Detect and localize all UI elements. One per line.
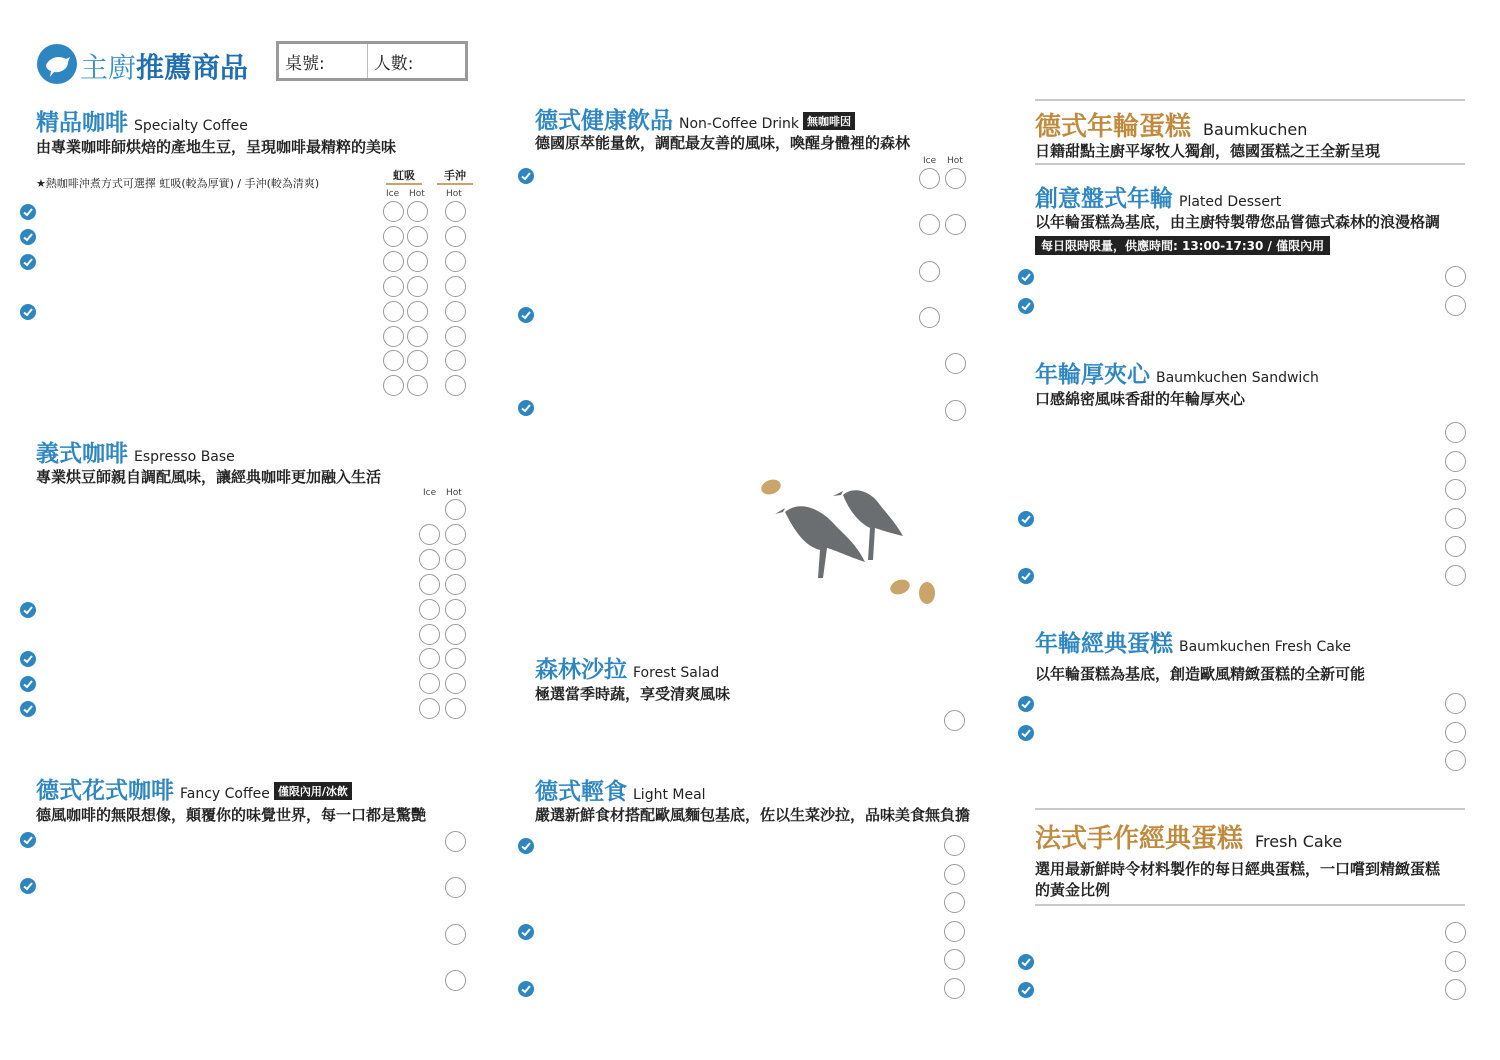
order-select[interactable]	[445, 831, 466, 852]
pour-hot-select[interactable]	[445, 350, 466, 371]
order-select[interactable]	[1445, 508, 1466, 529]
recommended-check-icon	[518, 307, 534, 323]
ice-select[interactable]	[419, 673, 440, 694]
espresso-ice-header: Ice	[423, 488, 437, 498]
order-select[interactable]	[944, 710, 965, 731]
pour-over-header: 手沖	[437, 167, 473, 185]
fresh-cake-subtitle: 以年輪蛋糕為基底，創造歐風精緻蛋糕的全新可能	[1035, 665, 1366, 683]
pour-hot-select[interactable]	[445, 251, 466, 272]
sandwich-title: 年輪厚夾心 Baumkuchen Sandwich	[1035, 362, 1319, 388]
order-select[interactable]	[1445, 693, 1466, 714]
siphon-hot-select[interactable]	[407, 226, 428, 247]
order-select[interactable]	[944, 864, 965, 885]
page-title: 主廚推薦商品	[80, 51, 249, 84]
salad-subtitle: 極選當季時蔬，享受清爽風味	[535, 685, 731, 703]
siphon-ice-header: Ice	[386, 189, 400, 199]
coffee-bean-icon	[888, 577, 912, 597]
order-select[interactable]	[1445, 750, 1466, 771]
siphon-hot-select[interactable]	[407, 251, 428, 272]
siphon-hot-header: Hot	[409, 189, 425, 199]
pour-hot-select[interactable]	[445, 276, 466, 297]
plated-dessert-title: 創意盤式年輪 Plated Dessert	[1035, 186, 1282, 212]
siphon-hot-select[interactable]	[407, 326, 428, 347]
coffee-bean-icon	[919, 582, 935, 604]
recommended-check-icon	[1018, 269, 1034, 285]
recommended-check-icon	[1018, 725, 1034, 741]
order-select[interactable]	[944, 978, 965, 999]
siphon-hot-select[interactable]	[407, 201, 428, 222]
hot-select[interactable]	[445, 673, 466, 694]
pour-hot-select[interactable]	[445, 201, 466, 222]
lightmeal-title: 德式輕食 Light Meal	[535, 779, 706, 805]
ice-select[interactable]	[919, 168, 940, 189]
pour-hot-select[interactable]	[445, 226, 466, 247]
hot-select[interactable]	[445, 624, 466, 645]
siphon-hot-select[interactable]	[407, 301, 428, 322]
order-select[interactable]	[944, 835, 965, 856]
recommended-check-icon	[1018, 982, 1034, 998]
recommended-check-icon	[20, 229, 36, 245]
sandwich-subtitle: 口感綿密風味香甜的年輪厚夾心	[1035, 390, 1246, 408]
time-limit-promo: 每日限時限量，供應時間: 13:00-17:30 / 僅限內用	[1035, 236, 1330, 255]
ice-select[interactable]	[419, 574, 440, 595]
baumkuchen-subtitle: 日籍甜點主廚平塚牧人獨創，德國蛋糕之王全新呈現	[1035, 142, 1381, 160]
recommended-check-icon	[518, 838, 534, 854]
people-count-label: 人數:	[373, 53, 414, 74]
order-select[interactable]	[944, 892, 965, 913]
order-select[interactable]	[1445, 979, 1466, 1000]
noncoffee-title: 德式健康飲品 Non-Coffee Drink 無咖啡因	[535, 102, 855, 135]
noncoffee-subtitle: 德國原萃能量飲，調配最友善的風味，喚醒身體裡的森林	[535, 134, 911, 152]
bird-icon	[785, 506, 865, 578]
baumkuchen-title: 德式年輪蛋糕 Baumkuchen	[1035, 112, 1308, 142]
siphon-ice-select[interactable]	[383, 251, 404, 272]
dine-in-badge: 僅限內用/冰飲	[274, 782, 352, 800]
table-number-label: 桌號:	[285, 53, 325, 74]
siphon-hot-select[interactable]	[407, 276, 428, 297]
hot-select[interactable]	[445, 648, 466, 669]
hot-select[interactable]	[945, 168, 966, 189]
pour-hot-select[interactable]	[445, 375, 466, 396]
order-select[interactable]	[944, 921, 965, 942]
hot-select[interactable]	[445, 549, 466, 570]
noncoffee-ice-header: Ice	[923, 156, 937, 166]
plated-subtitle: 以年輪蛋糕為基底，由主廚特製帶您品嘗德式森林的浪漫格調	[1035, 213, 1441, 231]
hot-select[interactable]	[945, 353, 966, 374]
recommended-check-icon	[20, 651, 36, 667]
specialty-coffee-title: 精品咖啡 Specialty Coffee	[36, 110, 248, 136]
order-select[interactable]	[1445, 722, 1466, 743]
french-subtitle-line1: 選用最新鮮時令材料製作的每日經典蛋糕，一口嚐到精緻蛋糕	[1035, 860, 1441, 878]
siphon-ice-select[interactable]	[383, 226, 404, 247]
pour-hot-select[interactable]	[445, 326, 466, 347]
recommended-check-icon	[20, 602, 36, 618]
noncoffee-hot-header: Hot	[947, 156, 963, 166]
hot-select[interactable]	[945, 214, 966, 235]
divider	[1035, 99, 1465, 101]
divider	[1035, 904, 1465, 906]
recommended-check-icon	[20, 204, 36, 220]
order-select[interactable]	[1445, 451, 1466, 472]
espresso-subtitle: 專業烘豆師親自調配風味，讓經典咖啡更加融入生活	[36, 468, 382, 486]
recommended-check-icon	[20, 254, 36, 270]
siphon-ice-select[interactable]	[383, 276, 404, 297]
siphon-ice-select[interactable]	[383, 326, 404, 347]
recommended-check-icon	[1018, 696, 1034, 712]
hot-select[interactable]	[445, 599, 466, 620]
siphon-ice-select[interactable]	[383, 301, 404, 322]
recommended-check-icon	[20, 304, 36, 320]
brew-method-note: ★熱咖啡沖煮方式可選擇 虹吸(較為厚實) / 手沖(較為清爽)	[36, 177, 320, 190]
order-select[interactable]	[445, 877, 466, 898]
ice-select[interactable]	[419, 599, 440, 620]
recommended-check-icon	[20, 701, 36, 717]
fancy-subtitle: 德風咖啡的無限想像，顛覆你的味覺世界，每一口都是驚艷	[36, 806, 427, 824]
espresso-hot-header: Hot	[446, 488, 462, 498]
recommended-check-icon	[518, 168, 534, 184]
siphon-ice-select[interactable]	[383, 201, 404, 222]
coffee-bean-icon	[759, 477, 783, 497]
table-info-box	[276, 41, 468, 81]
order-select[interactable]	[1445, 295, 1466, 316]
fancy-coffee-title: 德式花式咖啡 Fancy Coffee 僅限內用/冰飲	[36, 772, 352, 805]
recommended-check-icon	[1018, 954, 1034, 970]
ice-select[interactable]	[919, 261, 940, 282]
pour-hot-header: Hot	[446, 189, 462, 199]
order-select[interactable]	[1445, 536, 1466, 557]
ice-select[interactable]	[419, 624, 440, 645]
caffeine-free-badge: 無咖啡因	[803, 112, 855, 130]
ice-select[interactable]	[419, 524, 440, 545]
recommended-check-icon	[1018, 568, 1034, 584]
ice-select[interactable]	[919, 214, 940, 235]
recommended-check-icon	[20, 676, 36, 692]
order-select[interactable]	[445, 970, 466, 991]
siphon-header: 虹吸	[386, 167, 422, 185]
order-select[interactable]	[1445, 565, 1466, 586]
recommended-check-icon	[20, 878, 36, 894]
divider	[1035, 808, 1465, 810]
pour-hot-select[interactable]	[445, 301, 466, 322]
birds-illustration	[755, 470, 955, 620]
espresso-title: 義式咖啡 Espresso Base	[36, 441, 235, 467]
hot-select[interactable]	[945, 400, 966, 421]
recommended-check-icon	[518, 400, 534, 416]
recommended-check-icon	[1018, 298, 1034, 314]
hot-select[interactable]	[445, 524, 466, 545]
siphon-ice-select[interactable]	[383, 350, 404, 371]
divider	[1035, 163, 1465, 165]
recommended-check-icon	[518, 981, 534, 997]
french-cake-title: 法式手作經典蛋糕 Fresh Cake	[1035, 824, 1343, 854]
hot-select[interactable]	[445, 574, 466, 595]
fresh-cake-title: 年輪經典蛋糕 Baumkuchen Fresh Cake	[1035, 631, 1352, 657]
order-select[interactable]	[1445, 922, 1466, 943]
ice-select[interactable]	[919, 307, 940, 328]
order-select[interactable]	[1445, 951, 1466, 972]
specialty-subtitle: 由專業咖啡師烘焙的產地生豆，呈現咖啡最精粹的美味	[36, 138, 397, 156]
recommended-check-icon	[518, 924, 534, 940]
order-select[interactable]	[1445, 266, 1466, 287]
order-select[interactable]	[1445, 479, 1466, 500]
recommended-check-icon	[20, 832, 36, 848]
lightmeal-subtitle: 嚴選新鮮食材搭配歐風麵包基底，佐以生菜沙拉，品味美食無負擔	[535, 806, 971, 824]
siphon-ice-select[interactable]	[383, 375, 404, 396]
order-select[interactable]	[944, 949, 965, 970]
bird-logo-icon	[37, 44, 77, 84]
ice-select[interactable]	[419, 648, 440, 669]
ice-select[interactable]	[419, 698, 440, 719]
siphon-hot-select[interactable]	[407, 350, 428, 371]
recommended-check-icon	[1018, 511, 1034, 527]
ice-select[interactable]	[419, 549, 440, 570]
french-subtitle-line2: 的黃金比例	[1035, 881, 1111, 899]
siphon-hot-select[interactable]	[407, 375, 428, 396]
salad-title: 森林沙拉 Forest Salad	[535, 657, 720, 683]
order-select[interactable]	[445, 924, 466, 945]
hot-select[interactable]	[445, 499, 466, 520]
hot-select[interactable]	[445, 698, 466, 719]
order-select[interactable]	[1445, 422, 1466, 443]
brand-logo	[37, 44, 77, 88]
